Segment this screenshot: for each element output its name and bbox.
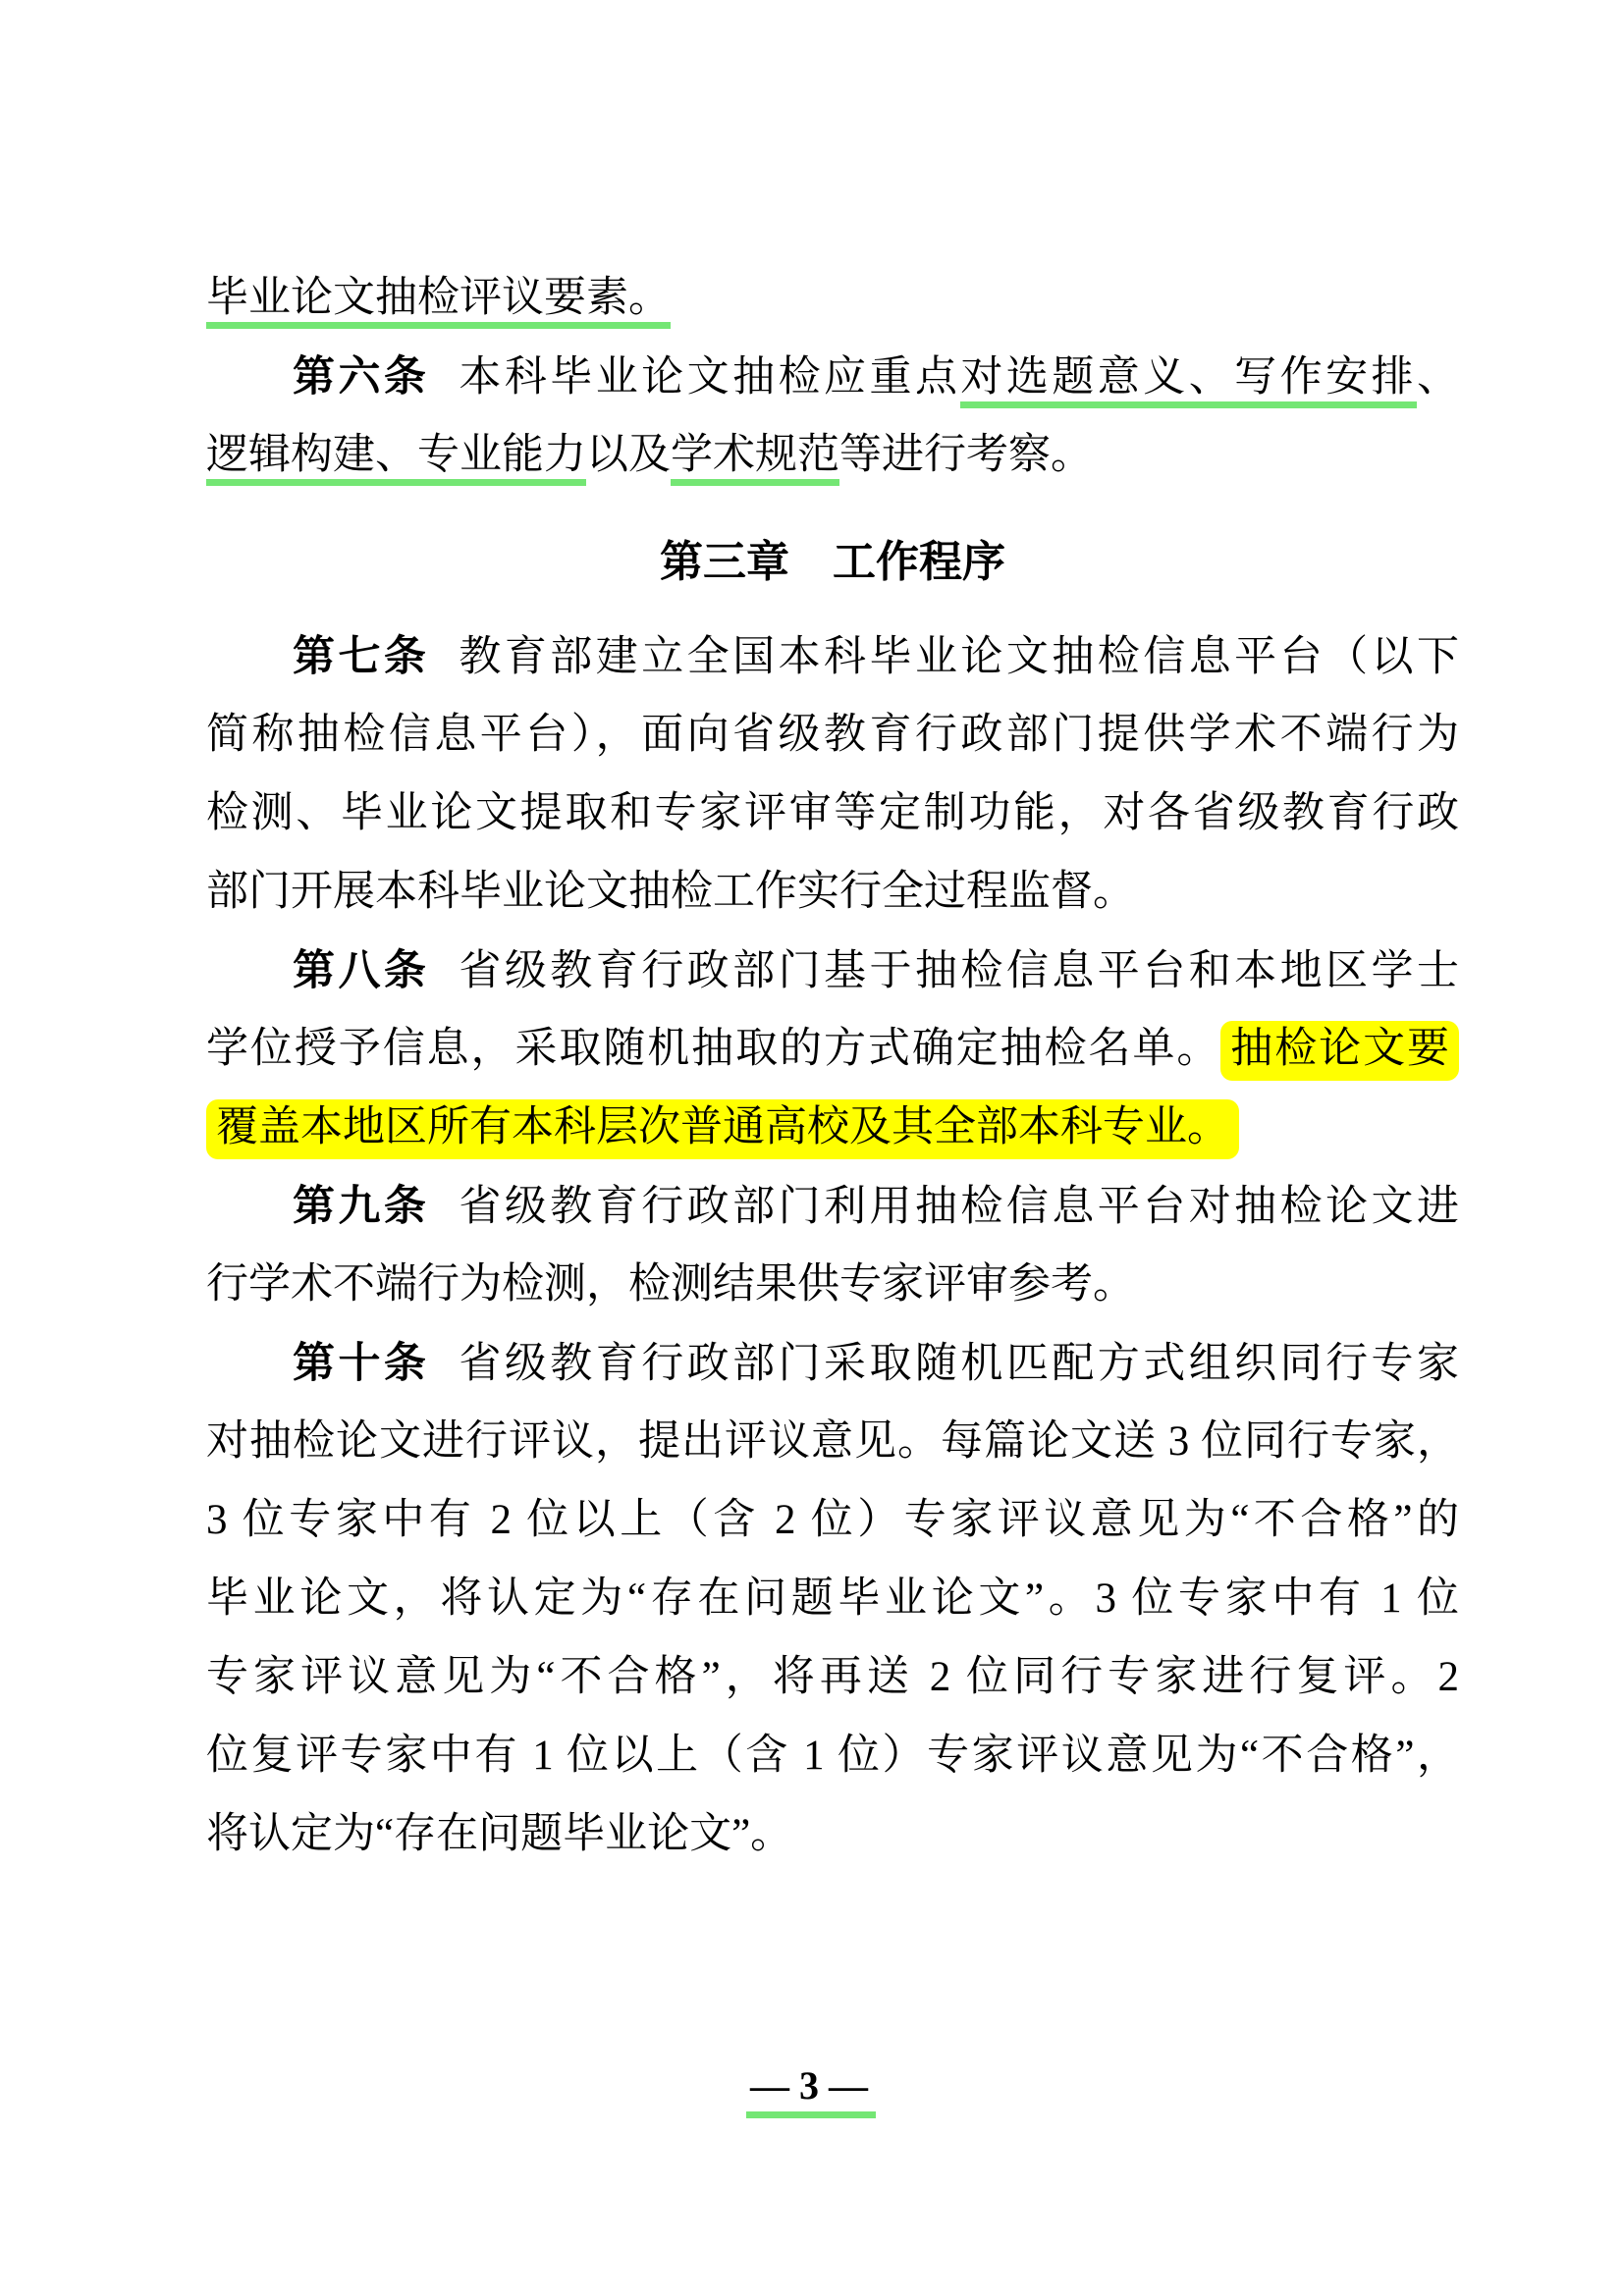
chapter-heading: 第三章 工作程序 <box>660 538 1005 586</box>
page-number: — 3 — <box>746 2064 876 2118</box>
article-number-label: 第七条 <box>293 633 430 680</box>
body-text: 对抽检论文进行评议，提出评议意见。每篇论文送 3 位同行专家， <box>206 1418 1459 1465</box>
text-line <box>206 617 1459 696</box>
text-line <box>206 1795 1459 1874</box>
document-body <box>206 259 1459 1874</box>
body-text: 检测、毕业论文提取和专家评审等定制功能，对各省级教育行政 <box>206 790 1459 836</box>
body-text: 省级教育行政部门基于抽检信息平台和本地区学士 <box>459 948 1459 994</box>
body-text: 、 <box>1417 354 1460 400</box>
page-footer <box>0 2064 1622 2118</box>
text-line <box>206 338 1459 416</box>
body-text: 本科毕业论文抽检应重点 <box>459 354 961 400</box>
green-underlined-text: 对选题意义、写作安排 <box>960 354 1417 408</box>
text-line <box>206 1481 1459 1560</box>
text-line <box>206 1089 1459 1167</box>
body-text: 等进行考察。 <box>839 432 1093 478</box>
text-line <box>206 1324 1459 1403</box>
text-line <box>206 416 1459 495</box>
body-text: 简称抽检信息平台），面向省级教育行政部门提供学术不端行为 <box>206 712 1459 758</box>
yellow-highlighted-text: 覆盖本地区所有本科层次普通高校及其全部本科专业。 <box>206 1099 1239 1159</box>
body-text: 部门开展本科毕业论文抽检工作实行全过程监督。 <box>206 869 1135 915</box>
text-line <box>206 774 1459 853</box>
body-text: 行学术不端行为检测，检测结果供专家评审参考。 <box>206 1261 1135 1308</box>
green-underlined-text: 逻辑构建、专业能力 <box>206 432 586 486</box>
text-line <box>206 853 1459 932</box>
article-number-label: 第九条 <box>293 1183 430 1230</box>
text-line <box>206 696 1459 774</box>
yellow-highlighted-text: 抽检论文要 <box>1220 1021 1459 1081</box>
text-line <box>206 1246 1459 1324</box>
body-text: 3 位专家中有 2 位以上（含 2 位）专家评议意见为“不合格”的 <box>206 1497 1459 1543</box>
text-line <box>206 1403 1459 1481</box>
body-text: 教育部建立全国本科毕业论文抽检信息平台（以下 <box>459 634 1459 680</box>
article-number-label: 第十条 <box>293 1340 430 1387</box>
body-text: 学位授予信息，采取随机抽取的方式确定抽检名单。 <box>206 1026 1221 1072</box>
text-line <box>206 1010 1459 1089</box>
body-text: 省级教育行政部门利用抽检信息平台对抽检论文进 <box>459 1184 1459 1230</box>
text-line <box>206 1167 1459 1246</box>
body-text: 省级教育行政部门采取随机匹配方式组织同行专家 <box>459 1341 1459 1387</box>
article-number-label: 第六条 <box>293 353 430 400</box>
text-line <box>206 932 1459 1010</box>
green-underlined-text: 毕业论文抽检评议要素。 <box>206 275 671 329</box>
text-line <box>206 1717 1459 1795</box>
text-line <box>206 259 1459 338</box>
body-text: 以及 <box>586 432 671 478</box>
text-line <box>206 1638 1459 1717</box>
green-underlined-text: 学术规范 <box>671 432 839 486</box>
body-text: 位复评专家中有 1 位以上（含 1 位）专家评议意见为“不合格”， <box>206 1733 1459 1779</box>
article-number-label: 第八条 <box>293 947 430 994</box>
body-text: 毕业论文，将认定为“存在问题毕业论文”。3 位专家中有 1 位 <box>206 1575 1459 1622</box>
text-line <box>206 1560 1459 1638</box>
body-text: 专家评议意见为“不合格”，将再送 2 位同行专家进行复评。2 <box>206 1654 1459 1700</box>
body-text: 将认定为“存在问题毕业论文”。 <box>206 1811 793 1857</box>
